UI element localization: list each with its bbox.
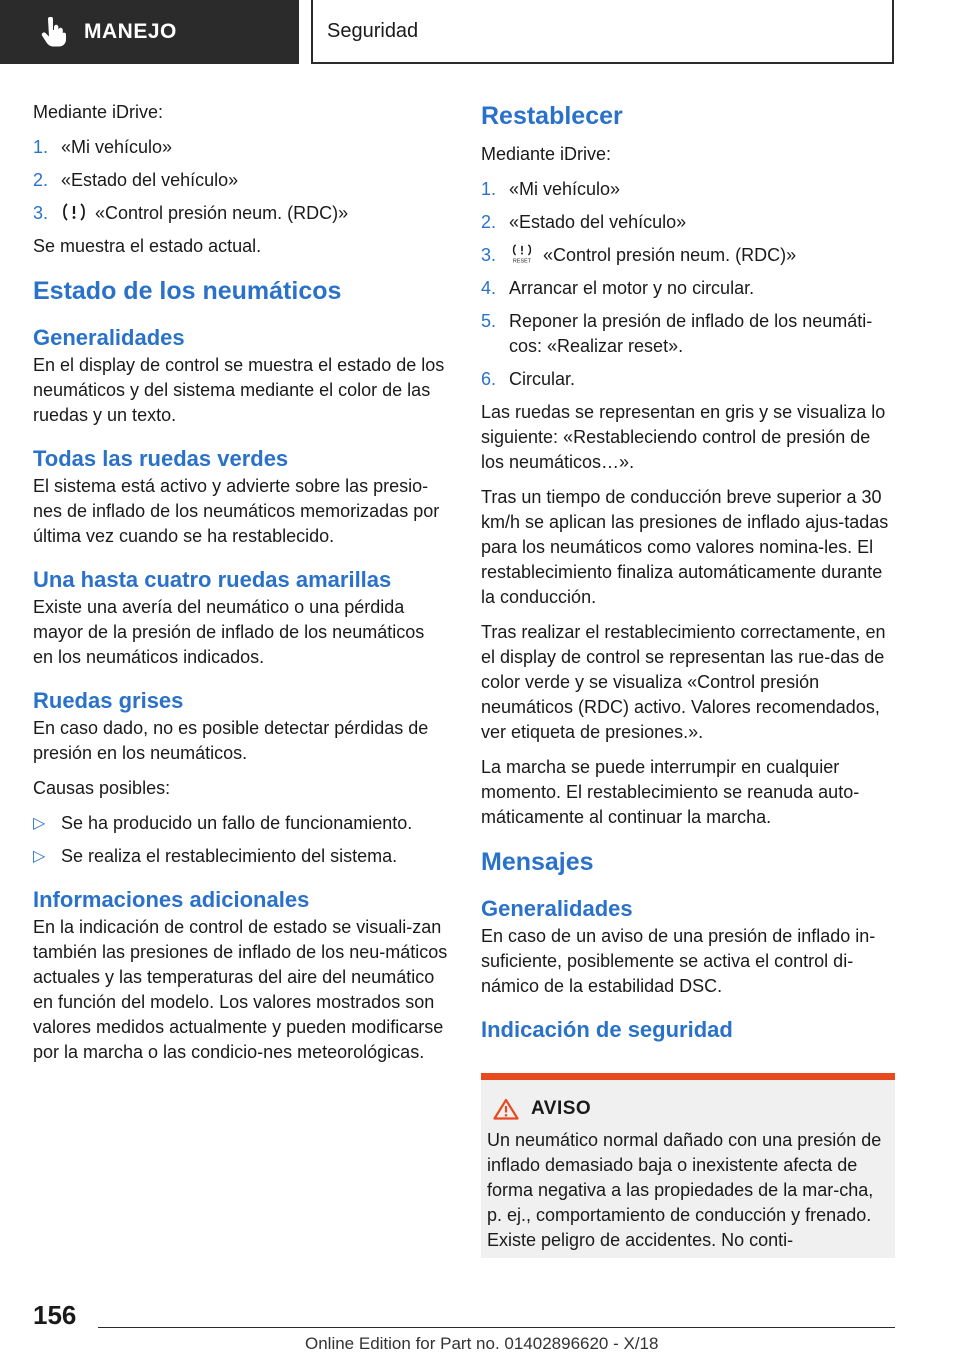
step-text: «Estado del vehículo» [61, 170, 239, 190]
triangle-bullet-icon: ▷ [33, 848, 46, 865]
list-item-text: Se realiza el restablecimiento del sistema. [61, 846, 398, 866]
step-item [33, 201, 448, 226]
heading-general: Generalidades [481, 896, 633, 921]
paragraph-grey-wheels: En caso dado, no es posible detectar pérdidas de presión en los neumáticos. [33, 718, 429, 763]
footer-edition: Online Edition for Part no. 01402896620 - X/18 [305, 1334, 659, 1353]
step-number: 1. [33, 137, 49, 157]
page-header [0, 0, 960, 66]
step-number: 3. [33, 203, 49, 223]
section-label: MANEJO [84, 20, 177, 43]
heading-safety-note: Indicación de seguridad [481, 1017, 733, 1042]
step-item [481, 276, 895, 301]
step-number: 5. [481, 311, 497, 331]
step-number: 1. [481, 179, 497, 199]
paragraph-messages-general: En caso de un aviso de una presión de inflado in-suficiente, posiblemente se activa el control di-námico de la estabilidad DSC. [481, 926, 876, 996]
idrive-intro: Mediante iDrive: [33, 102, 164, 122]
step-item [33, 135, 448, 160]
step-text: «Estado del vehículo» [509, 212, 687, 232]
step-text: «Mi vehículo» [509, 179, 621, 199]
status-note: Se muestra el estado actual. [33, 236, 262, 256]
heading-grey-wheels: Ruedas grises [33, 688, 184, 713]
step-text: Circular. [509, 369, 576, 389]
paragraph-reset-1: Las ruedas se representan en gris y se visualiza lo siguiente: «Restableciendo control de presión de los neumáticos…». [481, 402, 886, 472]
step-number: 6. [481, 369, 497, 389]
page-number: 156 [33, 1300, 77, 1330]
hand-pointer-icon [40, 17, 66, 47]
warning-text: Un neumático normal dañado con una presión de inflado demasiado baja o inexistente afecta de forma negativa a las propiedades de la mar-cha, p. ej., comportamiento de conducción y frenado. Existe peligro de accidentes. No conti- [487, 1130, 882, 1250]
warning-title-row [493, 1098, 895, 1120]
step-number: 3. [481, 245, 497, 265]
step-number: 2. [33, 170, 49, 190]
warning-triangle-icon [493, 1098, 519, 1120]
paragraph-reset-3: Tras realizar el restablecimiento correctamente, en el display de control se representan las rue-das de color verde y se visualiza «Control presión neumáticos (RDC) activo. Valores recomendados, ver etiqueta de presiones.». [481, 622, 886, 742]
step-item [481, 177, 895, 202]
reset-icon-label: RESET [512, 258, 532, 264]
warning-box [481, 1073, 895, 1258]
step-text: Arrancar el motor y no circular. [509, 278, 755, 298]
section-tab [0, 0, 299, 64]
warning-title: AVISO [531, 1098, 592, 1119]
step-text: «Control presión neum. (RDC)» [543, 245, 797, 265]
step-item [481, 243, 895, 268]
step-number: 2. [481, 212, 497, 232]
heading-general: Generalidades [33, 325, 185, 350]
list-item [33, 811, 448, 836]
list-item-text: Se ha producido un fallo de funcionamiento. [61, 813, 413, 833]
heading-yellow-wheels: Una hasta cuatro ruedas amarillas [33, 567, 392, 592]
step-text: Reponer la presión de inflado de los neumáti-cos: «Realizar reset». [509, 311, 873, 356]
step-text: «Mi vehículo» [61, 137, 173, 157]
topic-label: Seguridad [327, 19, 419, 42]
paragraph-additional-info: En la indicación de control de estado se visuali-zan también las presiones de inflado de los neu-máticos actuales y las temperaturas del aire del neumático en función del modelo. Los valores mostrados son valores medidos actualmente y pueden modificarse por la marcha o las condicio-nes meteorológicas. [33, 917, 448, 1062]
idrive-intro: Mediante iDrive: [481, 144, 612, 164]
possible-causes-label: Causas posibles: [33, 778, 171, 798]
step-item [481, 210, 895, 235]
left-column [33, 100, 448, 1075]
tire-pressure-warning-icon [61, 202, 87, 222]
step-text: «Control presión neum. (RDC)» [95, 203, 349, 223]
step-item [481, 309, 895, 359]
heading-messages: Mensajes [481, 848, 594, 876]
triangle-bullet-icon: ▷ [33, 815, 46, 832]
topic-tab [311, 0, 894, 64]
right-column [481, 100, 895, 1051]
paragraph-all-green: El sistema está activo y advierte sobre las presio-nes de inflado de los neumáticos memorizadas por última vez cuando se ha restablecido. [33, 476, 440, 546]
paragraph-reset-2: Tras un tiempo de conducción breve superior a 30 km/h se aplican las presiones de inflado ajus-tadas para los neumáticos como valores nomina-les. El restablecimiento finaliza automáticamente durante la conducción. [481, 487, 889, 607]
heading-all-green: Todas las ruedas verdes [33, 446, 289, 471]
reset-steps [481, 177, 895, 392]
step-item [33, 168, 448, 193]
step-number: 4. [481, 278, 497, 298]
causes-list [33, 811, 448, 869]
paragraph-reset-4: La marcha se puede interrumpir en cualquier momento. El restablecimiento se reanuda auto-máticamente al continuar la marcha. [481, 757, 860, 827]
idrive-steps [33, 135, 448, 226]
paragraph-yellow-wheels: Existe una avería del neumático o una pérdida mayor de la presión de inflado de los neumáticos en los neumáticos indicados. [33, 597, 425, 667]
step-item [481, 367, 895, 392]
heading-tire-status: Estado de los neumáticos [33, 277, 342, 305]
tire-pressure-reset-icon [509, 244, 535, 264]
heading-additional-info: Informaciones adicionales [33, 887, 310, 912]
footer-divider [98, 1327, 895, 1328]
heading-reset: Restablecer [481, 102, 623, 130]
paragraph-general: En el display de control se muestra el estado de los neumáticos y del sistema mediante el color de las ruedas y un texto. [33, 355, 445, 425]
list-item [33, 844, 448, 869]
